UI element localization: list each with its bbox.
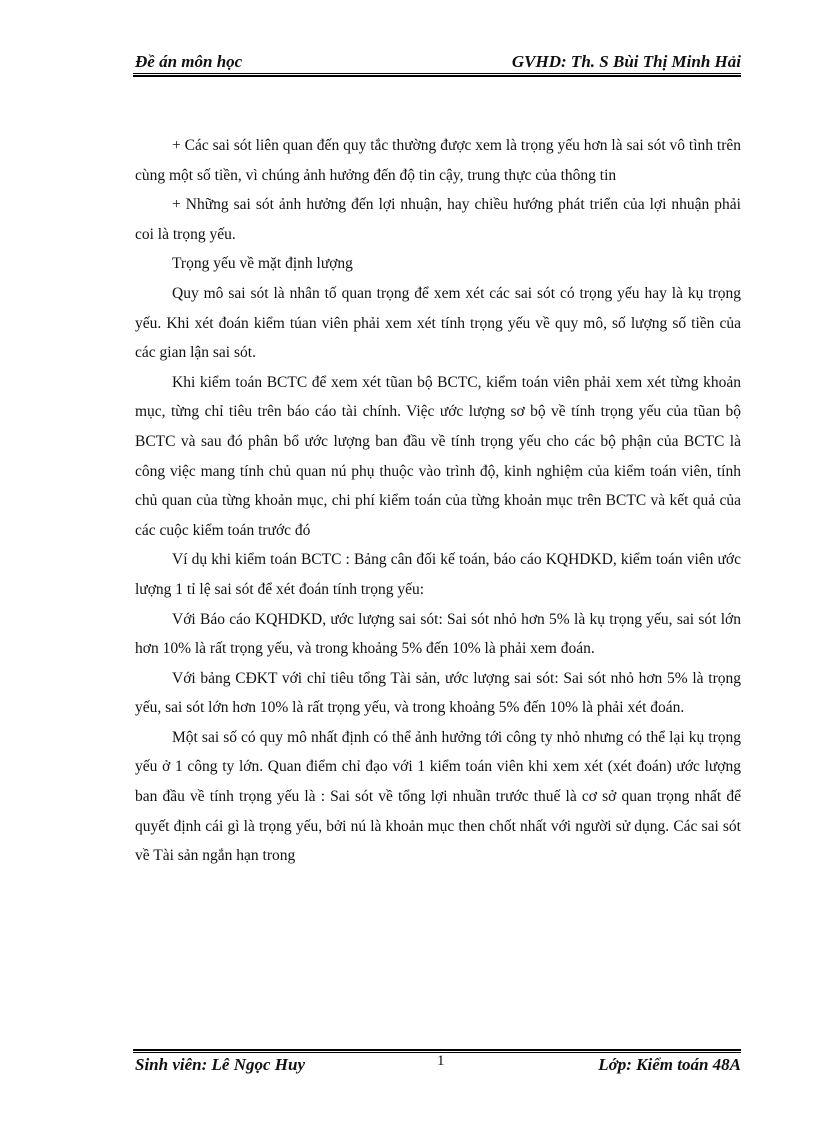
header-divider: [133, 73, 741, 74]
supervisor: GVHD: Th. S Bùi Thị Minh Hải: [511, 52, 741, 71]
page-footer: [135, 1055, 741, 1079]
student-name: Sinh viên: Lê Ngọc Huy: [135, 1055, 305, 1074]
page-number: 1: [437, 1053, 445, 1069]
header-divider-thick: [133, 75, 741, 77]
footer-divider-thick: [133, 1049, 741, 1051]
paragraph: Ví dụ khi kiểm toán BCTC : Bảng cân đối kế toán, báo cáo KQHDKD, kiểm toán viên ước lượng 1 tỉ lệ sai sót để xét đoán tính trọng yếu:: [135, 551, 741, 598]
paragraph: Với bảng CĐKT với chỉ tiêu tổng Tài sản, ước lượng sai sót: Sai sót nhỏ hơn 5% là trọng yếu, sai sót lớn hơn 10% là rất trọng yếu, và trong khoảng 5% đến 10% là phải xét đoán.: [135, 669, 741, 717]
page-header: [135, 50, 741, 72]
paragraph: Khi kiểm toán BCTC để xem xét tũan bộ BCTC, kiểm toán viên phải xem xét từng khoản mục, từng chỉ tiêu trên báo cáo tài chính. Việc ước lượng sơ bộ về tính trọng yếu của tũan bộ BCTC và sau đó phân bổ ước lượng ban đầu về tính trọng yếu cho các bộ phận của BCTC là công việc mang tính chủ quan nú phụ thuộc vào trình độ, kinh nghiệm của kiểm toán viên, tính chủ quan của từng khoản mục, chi phí kiểm toán của từng khoản mục trên BCTC và kết quả của các cuộc kiểm toán trước đó: [135, 373, 741, 539]
course-title: Đề án môn học: [135, 52, 243, 71]
paragraph: + Các sai sót liên quan đến quy tắc thường được xem là trọng yếu hơn là sai sót vô tình trên cùng một số tiền, vì chúng ảnh hưởng đến độ tin cậy, trung thực của thông tin: [135, 137, 741, 184]
paragraph: Quy mô sai sót là nhân tố quan trọng để xem xét các sai sót có trọng yếu hay là kụ trọng yếu. Khi xét đoán kiểm túan viên phải xem xét tính trọng yếu về quy mô, số lượng số tiền của các gian lận sai sót.: [135, 284, 741, 362]
class-name: Lớp: Kiểm toán 48A: [598, 1055, 741, 1074]
paragraph: + Những sai sót ảnh hưởng đến lợi nhuận, hay chiều hướng phát triển của lợi nhuận phải coi là trọng yếu.: [135, 196, 741, 243]
body-text: [135, 131, 741, 871]
paragraph: Trọng yếu về mặt định lượng: [172, 255, 353, 273]
paragraph: Một sai số có quy mô nhất định có thể ảnh hưởng tới công ty nhỏ nhưng có thể lại kụ trọng yếu ở 1 công ty lớn. Quan điểm chỉ đạo với 1 kiểm toán viên khi xem xét (xét đoán) ước lượng ban đầu về tính trọng yếu là : Sai sót về tổng lợi nhuần trước thuế là cơ sở quan trọng nhất để quyết định cái gì là trọng yếu, bởi nú là khoản mục then chốt nhất với người sử dụng. Các sai sót về Tài sản ngắn hạn trong: [135, 728, 741, 865]
paragraph: Với Báo cáo KQHDKD, ước lượng sai sót: Sai sót nhỏ hơn 5% là kụ trọng yếu, sai sót lớn hơn 10% là rất trọng yếu, và trong khoảng 5% đến 10% là phải xem đoán.: [135, 610, 741, 658]
